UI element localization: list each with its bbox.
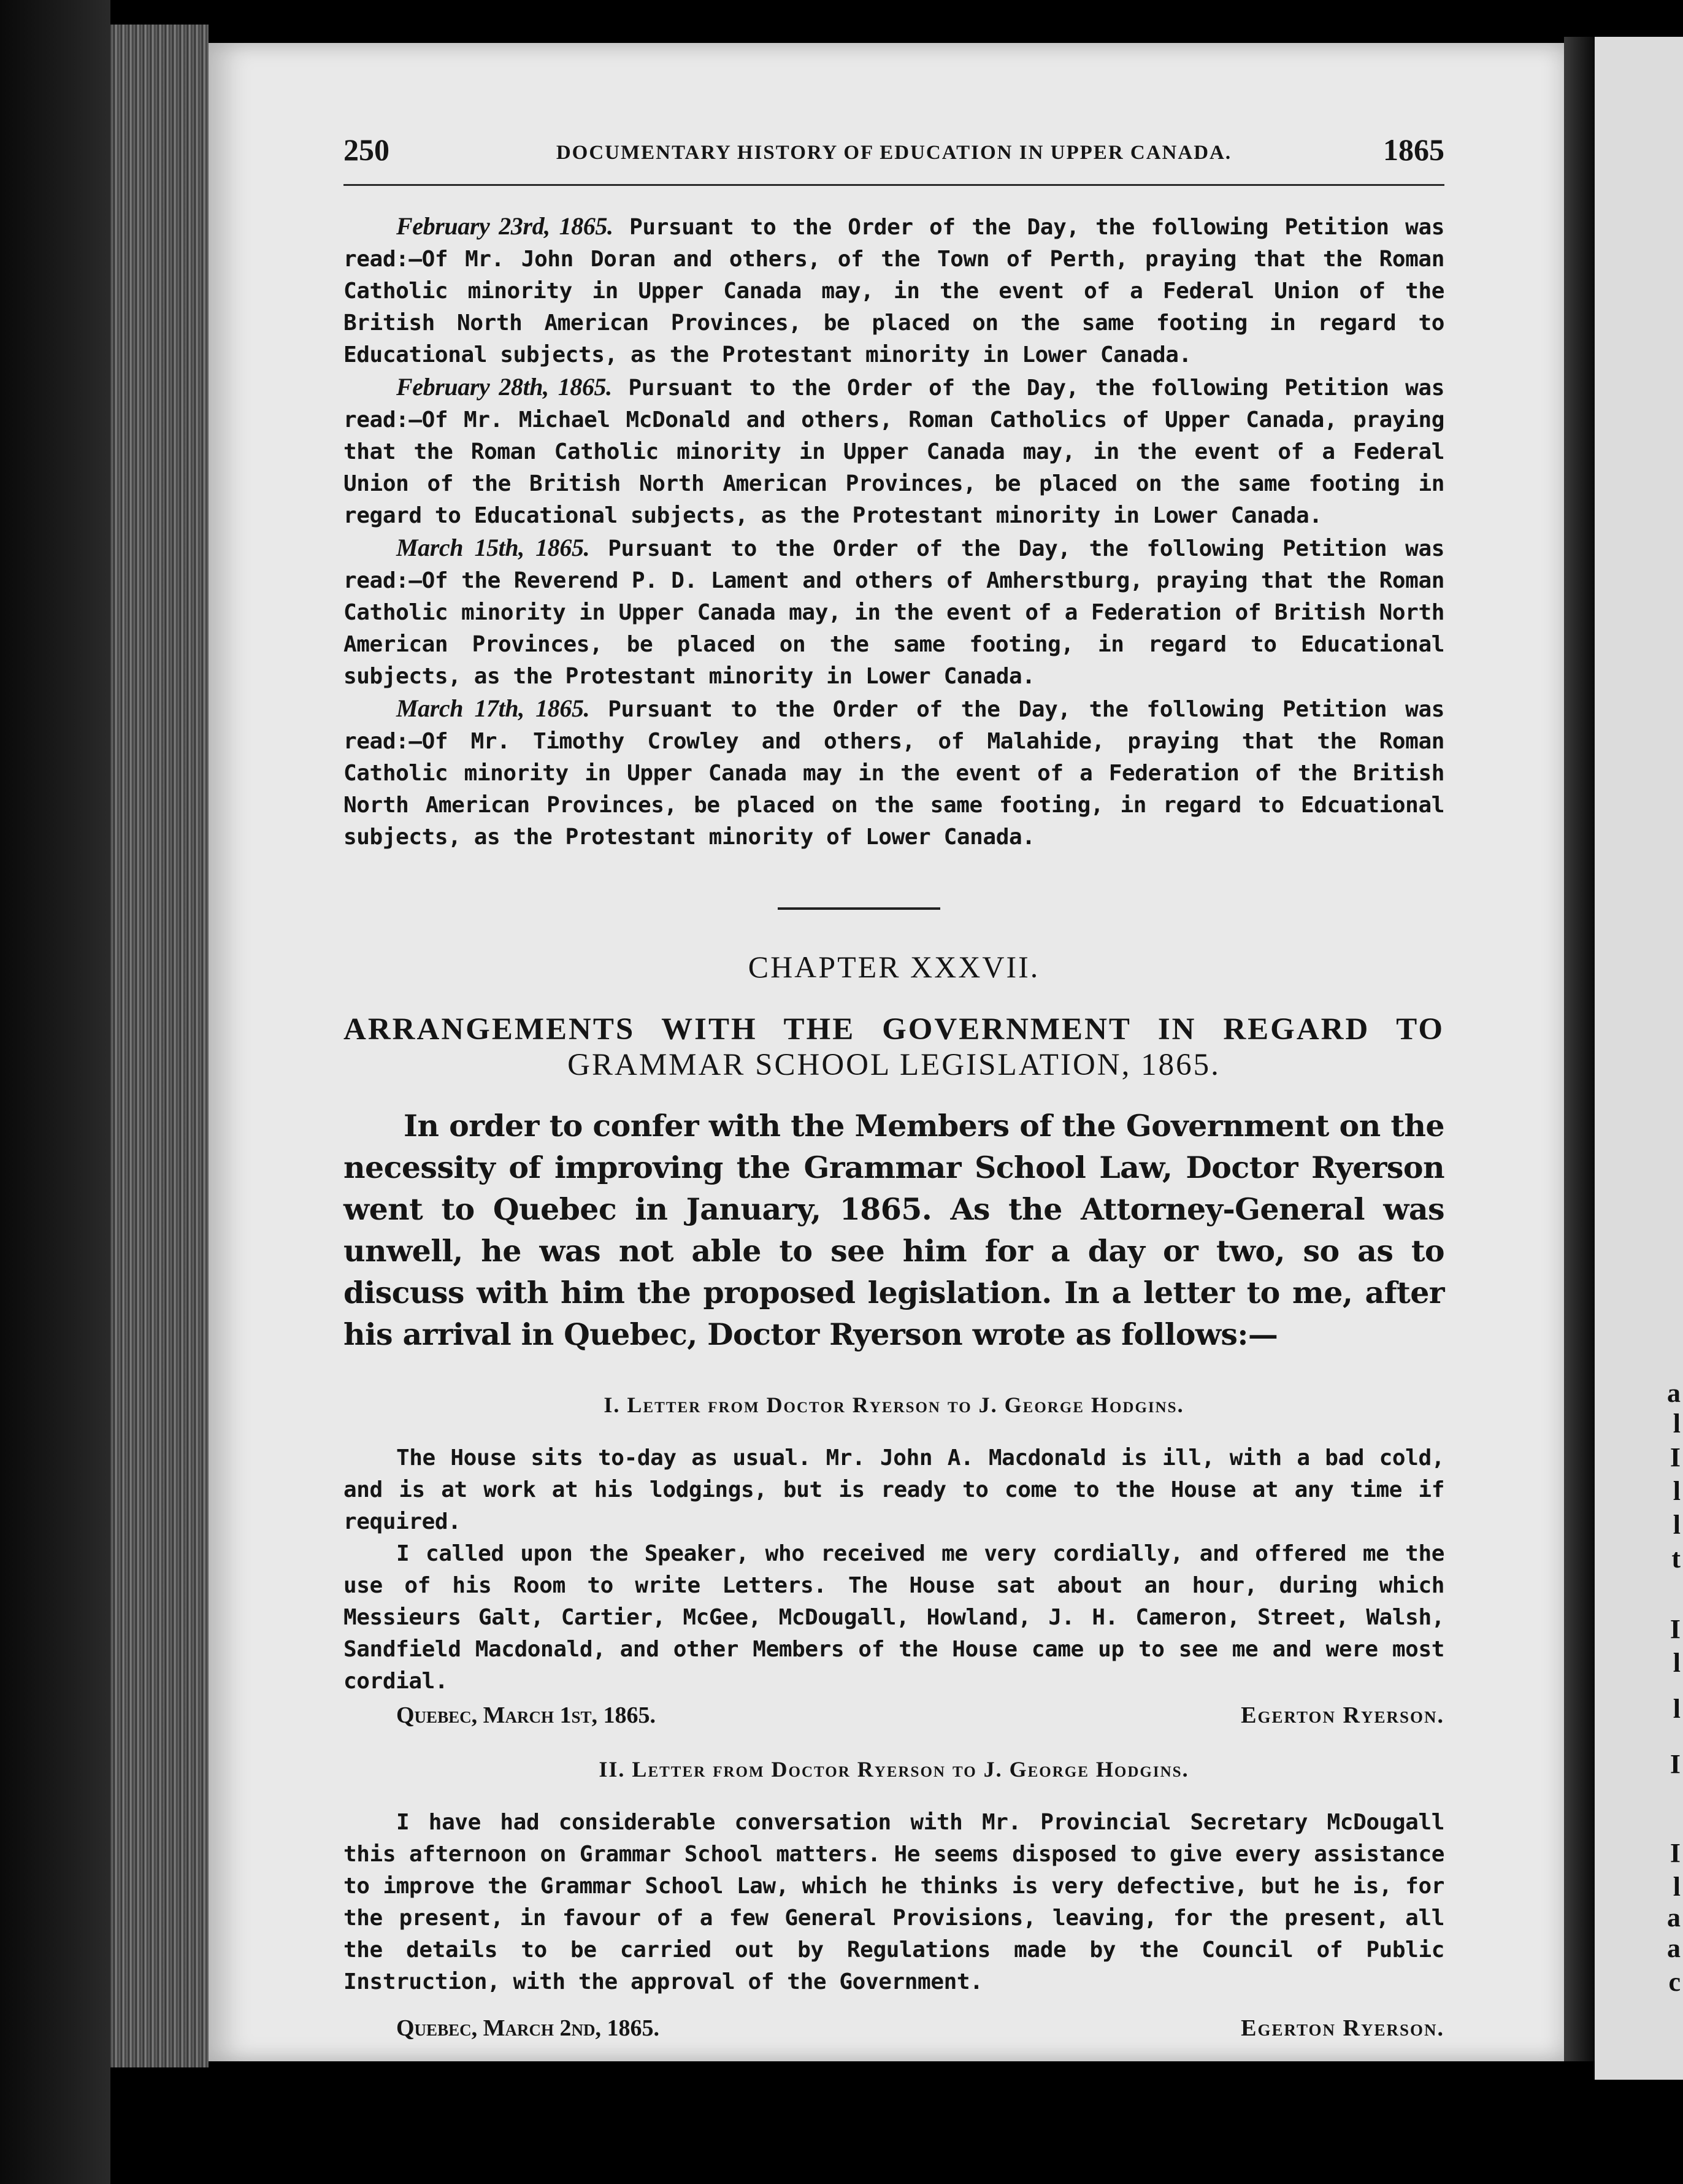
- petition-text: Pursuant to the Order of the Day, the following Petition was read:—Of Mr. John Doran and others, of the Town of Perth, praying that the Roman Catholic minority in Upper Canada may, in the event of a Federal Union of the British North American Provinces, be placed on the same footing in regard to Educational subjects, as the Protestant minority in Lower Canada.: [343, 215, 1444, 367]
- petition-date: March 15th, 1865.: [396, 534, 590, 561]
- chapter-title-line-1: ARRANGEMENTS WITH THE GOVERNMENT IN REGARD TO: [343, 1012, 1444, 1047]
- section-divider: [778, 907, 940, 910]
- chapter-title-line-2: GRAMMAR SCHOOL LEGISLATION, 1865.: [567, 1048, 1221, 1082]
- petition-entry: [343, 693, 1444, 853]
- letter-place-date: Quebec, March 2nd, 1865.: [396, 2015, 659, 2041]
- intro-paragraph: In order to confer with the Members of the Government on the necessity of improving the Grammar School Law, Doctor Ryerson went to Quebec in January, 1865. As the Attorney-General was unwell, he was not able to see him for a day or two, so as to discuss with him the proposed legislation. In a letter to me, after his arrival in Quebec, Doctor Ryerson wrote as follows:—: [343, 1108, 1444, 1352]
- petition-date: March 17th, 1865.: [396, 694, 590, 722]
- letter-signoff: [343, 1698, 1444, 1733]
- letter-heading: I. Letter from Doctor Ryerson to J. George Hodgins.: [604, 1393, 1184, 1417]
- adjacent-page-fragment: l: [1673, 1648, 1681, 1678]
- running-title: DOCUMENTARY HISTORY OF EDUCATION IN UPPER CANADA.: [556, 142, 1232, 164]
- chapter-number: CHAPTER XXXVII.: [748, 950, 1040, 984]
- book-gutter: [1564, 37, 1595, 2061]
- adjacent-page-fragment: c: [1668, 1967, 1681, 1997]
- petition-entry: [343, 371, 1444, 532]
- petition-entry: [343, 532, 1444, 693]
- petition-text: Pursuant to the Order of the Day, the following Petition was read:—Of the Reverend P. D. Lament and others of Amherstburg, praying that the Roman Catholic minority in Upper Canada may, in the event of a Federation of British North American Provinces, be placed on the same footing, in regard to Educational subjects, as the Protestant minority in Lower Canada.: [343, 536, 1444, 689]
- petition-date: February 23rd, 1865.: [396, 212, 613, 240]
- adjacent-page-fragment: a: [1667, 1378, 1681, 1408]
- adjacent-page-fragment: a: [1667, 1902, 1681, 1932]
- adjacent-page-fragment: I: [1670, 1749, 1681, 1779]
- adjacent-page: [1595, 37, 1683, 2080]
- adjacent-page-fragment: a: [1667, 1933, 1681, 1963]
- adjacent-page-fragment: I: [1670, 1614, 1681, 1644]
- adjacent-page-fragment: l: [1673, 1872, 1681, 1902]
- adjacent-page-fragment: l: [1673, 1409, 1681, 1439]
- page-content: [343, 126, 1444, 2046]
- adjacent-page-fragment: l: [1673, 1510, 1681, 1540]
- adjacent-page-fragment: I: [1670, 1838, 1681, 1868]
- letter-paragraph: I called upon the Speaker, who received me very cordially, and offered me the use of his Room to write Letters. The House sat about an hour, during which Messieurs Galt, Cartier, McGee, McDougall, Howland, J. H. Cameron, Street, Walsh, Sandfield Macdonald, and other Members of the House came up to see me and were most cordial.: [343, 1541, 1444, 1694]
- page-number: 250: [343, 133, 389, 167]
- book-page-edges: [110, 25, 209, 2067]
- letter-place-date: Quebec, March 1st, 1865.: [396, 1702, 656, 1728]
- letter-signature: Egerton Ryerson.: [1241, 1702, 1444, 1728]
- letter-signoff: [343, 2010, 1444, 2046]
- adjacent-page-fragment: l: [1673, 1476, 1681, 1506]
- running-head: [343, 126, 1444, 186]
- adjacent-page-fragment: l: [1673, 1694, 1681, 1724]
- letter-heading: II. Letter from Doctor Ryerson to J. George Hodgins.: [599, 1757, 1189, 1782]
- letter-paragraph: The House sits to-day as usual. Mr. John A. Macdonald is ill, with a bad cold, and is at work at his lodgings, but is ready to come to the House at any time if required.: [343, 1445, 1444, 1534]
- chapter-title: [343, 1012, 1444, 1083]
- adjacent-page-fragment: I: [1670, 1442, 1681, 1472]
- letter-signature: Egerton Ryerson.: [1241, 2015, 1444, 2041]
- petition-list: [343, 210, 1444, 853]
- petition-entry: [343, 210, 1444, 371]
- scanner-background: [0, 0, 110, 2184]
- petition-text: Pursuant to the Order of the Day, the following Petition was read:—Of Mr. Timothy Crowley and others, of Malahide, praying that the Roman Catholic minority in Upper Canada may in the event of a Federation of the British North American Provinces, be placed on the same footing, in regard to Edcuational subjects, as the Protestant minority of Lower Canada.: [343, 697, 1444, 850]
- petition-text: Pursuant to the Order of the Day, the following Petition was read:—Of Mr. Michael McDonald and others, Roman Catholics of Upper Canada, praying that the Roman Catholic minority in Upper Canada may, in the event of a Federal Union of the British North American Provinces, be placed on the same footing in regard to Educational subjects, as the Protestant minority in Lower Canada.: [343, 375, 1444, 528]
- running-year: 1865: [1383, 133, 1444, 167]
- letter-paragraph: I have had considerable conversation with Mr. Provincial Secretary McDougall this afternoon on Grammar School matters. He seems disposed to give every assistance to improve the Grammar School Law, which he thinks is very defective, but he is, for the present, in favour of a few General Provisions, leaving, for the present, all the details to be carried out by Regulations made by the Council of Public Instruction, with the approval of the Government.: [343, 1810, 1444, 1994]
- adjacent-page-fragment: t: [1671, 1544, 1681, 1574]
- petition-date: February 28th, 1865.: [396, 373, 612, 401]
